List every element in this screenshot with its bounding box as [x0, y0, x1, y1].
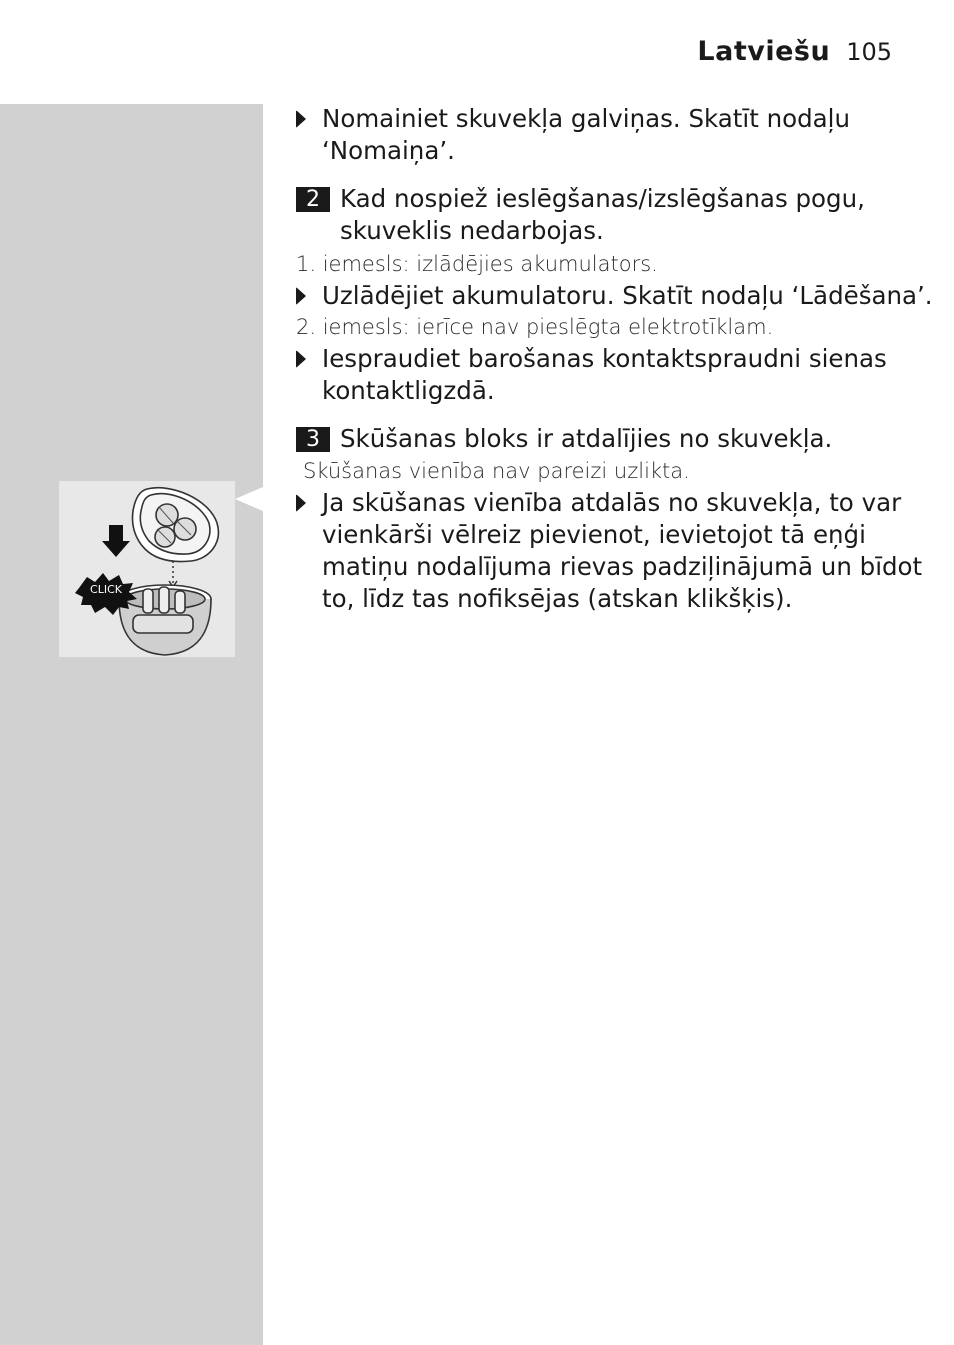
bullet-text-line: ‘Nomaiņa’. — [322, 136, 455, 165]
illustration-pointer — [235, 487, 263, 511]
bullet-text-line: Nomainiet skuvekļa galviņas. Skatīt nodaļu — [322, 104, 851, 133]
cause-text: Skūšanas vienība nav pareizi uzlikta. — [303, 459, 690, 483]
bullet-icon — [296, 494, 306, 512]
solution-text-line: vienkārši vēlreiz pievienot, ievietojot tā eņģi — [322, 520, 866, 549]
language-title: Latviešu — [697, 36, 831, 67]
bullet-icon — [296, 350, 306, 368]
cause-text: 2. iemesls: ierīce nav pieslēgta elektrotīklam. — [296, 315, 774, 339]
step-heading-line: Skūšanas bloks ir atdalījies no skuvekļa. — [340, 424, 833, 453]
solution-text-line: kontaktligzdā. — [322, 376, 495, 405]
arrow-down-icon — [102, 525, 130, 557]
solution-text: Uzlādējiet akumulatoru. Skatīt nodaļu ‘Lādēšana’. — [322, 281, 933, 310]
step-number: 2 — [296, 187, 330, 212]
bullet-icon — [296, 287, 306, 305]
solution-text-line: Iespraudiet barošanas kontaktspraudni sienas — [322, 344, 887, 373]
page-number: 105 — [846, 38, 892, 66]
page-header — [697, 36, 892, 67]
click-label: CLICK — [90, 583, 122, 596]
step-heading-line: skuveklis nedarbojas. — [340, 216, 604, 245]
step-number: 3 — [296, 427, 330, 452]
solution-text-line: Ja skūšanas vienība atdalās no skuvekļa, to var — [322, 488, 902, 517]
solution-text-line: matiņu nodalījuma rievas padziļinājumā un bīdot — [322, 552, 923, 581]
shaving-unit-icon — [133, 488, 219, 562]
sidebar-panel — [0, 104, 263, 1345]
bullet-icon — [296, 110, 306, 128]
shaver-reattach-illustration-icon — [59, 481, 235, 657]
solution-text-line: to, līdz tas nofiksējas (atskan klikšķis). — [322, 584, 793, 613]
step-heading-line: Kad nospiež ieslēgšanas/izslēgšanas pogu, — [340, 184, 865, 213]
cause-text: 1. iemesls: izlādējies akumulators. — [296, 252, 658, 276]
click-starburst-icon — [75, 573, 137, 615]
